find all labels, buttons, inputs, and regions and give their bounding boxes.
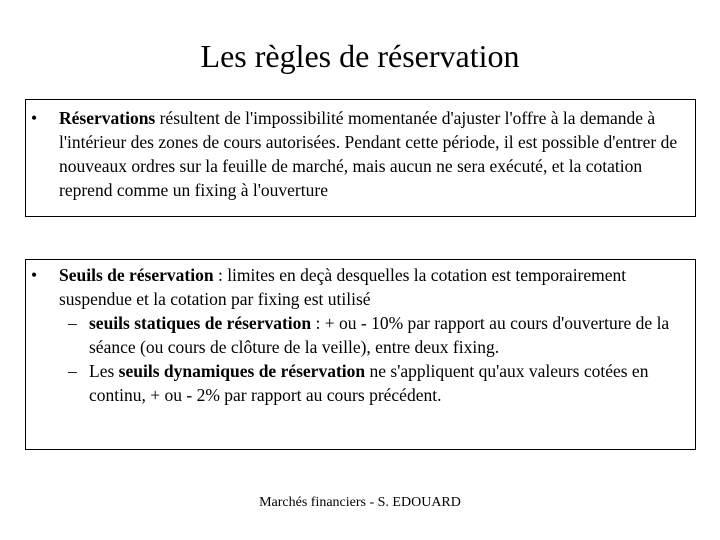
bullet-body: : limites en deçà desquelles la cotation est temporairement suspendue et la cotation par fixing est utilisé [59, 265, 627, 309]
sub-item-static [59, 311, 687, 359]
slide-footer: Marchés financiers - S. EDOUARD [259, 495, 461, 510]
sub-item-body: : + ou - 10% par rapport au cours d'ouverture de la séance (ou cours de clôture de la veille), entre deux fixing. [89, 313, 670, 357]
bullet-box-seuils [25, 259, 696, 450]
bullet-text [59, 263, 687, 407]
slide-title: Les règles de réservation [200, 38, 520, 74]
bullet-marker: • [31, 265, 38, 285]
bullet-text [59, 106, 687, 202]
sub-list [59, 311, 687, 407]
sub-item-body: ne s'appliquent qu'aux valeurs cotées en continu, + ou - 2% par rapport au cours précédent. [89, 361, 649, 405]
bullet-term: Réservations [59, 108, 156, 128]
sub-item-dash: – [68, 313, 77, 333]
bullet-body: résultent de l'impossibilité momentanée d'ajuster l'offre à la demande à l'intérieur des zones de cours autorisées. Pendant cette période, il est possible d'entrer de nouveaux ordres sur la feuille de marché, mais aucun ne sera exécuté, et la cotation reprend comme un fixing à l'ouverture [59, 108, 678, 200]
sub-item-dynamic [59, 359, 687, 407]
bullet-term: Seuils de réservation [59, 265, 214, 285]
bullet-marker: • [31, 108, 38, 128]
bullet-box-reservations [25, 99, 696, 217]
bullet-item [26, 263, 695, 407]
sub-item-prefix: Les [89, 361, 119, 381]
sub-item-dash: – [68, 361, 77, 381]
sub-item-term: seuils dynamiques de réservation [118, 361, 366, 381]
bullet-item [26, 106, 695, 202]
sub-item-term: seuils statiques de réservation [89, 313, 312, 333]
